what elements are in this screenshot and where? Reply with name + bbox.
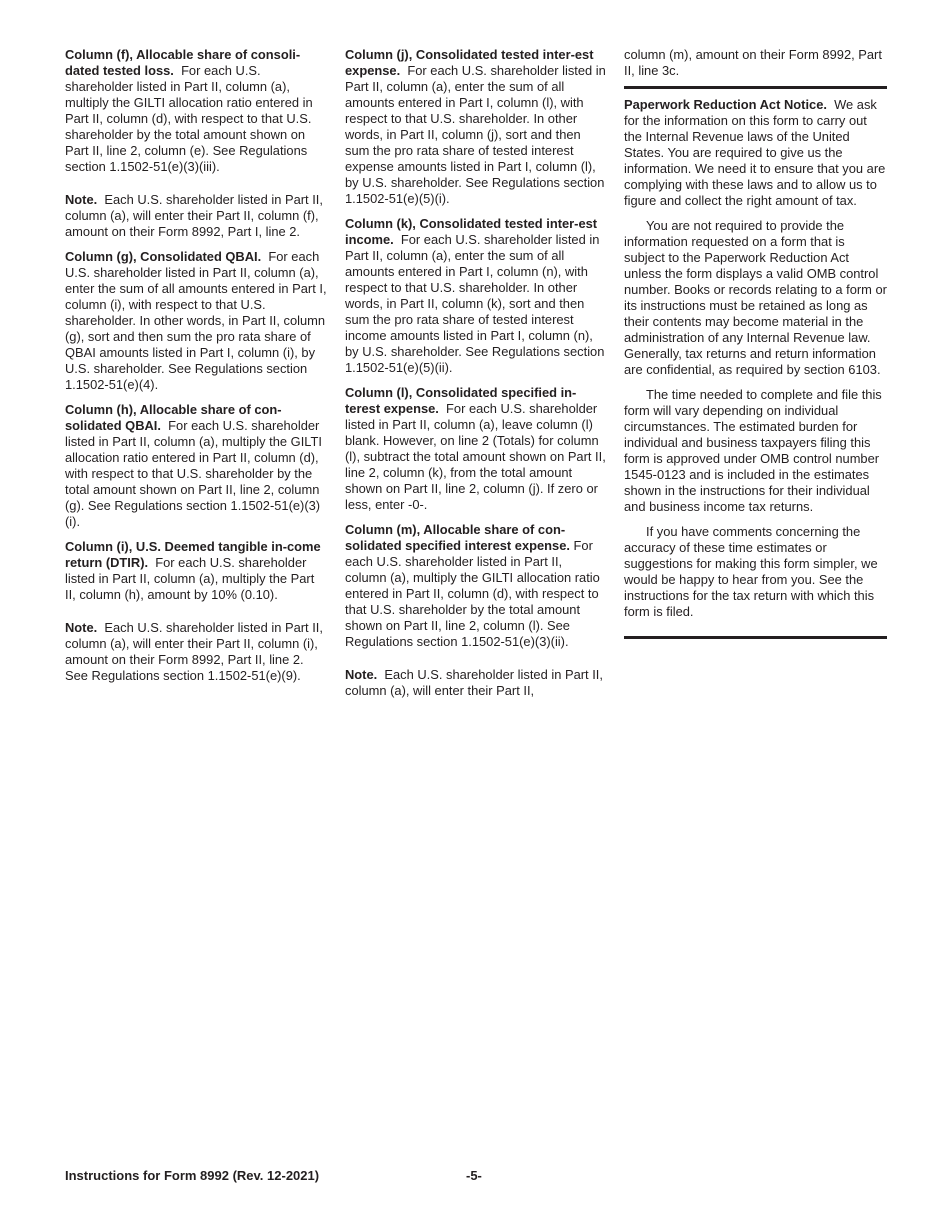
left-column	[65, 47, 328, 693]
page-number: -5-	[466, 1168, 482, 1183]
column-f-heading: Column (f), Allocable share of consoli-dated tested loss.	[65, 47, 301, 78]
column-l-paragraph	[345, 385, 607, 513]
column-i-paragraph	[65, 539, 328, 603]
column-j-paragraph	[345, 47, 607, 207]
column-j-heading: Column (j), Consolidated tested inter-est expense.	[345, 47, 594, 78]
comments-paragraph: If you have comments concerning the accuracy of these time estimates or suggestions for making this form simpler, we would be happy to hear from you. See the instructions for the tax return with which this form is filed.	[624, 524, 878, 619]
paperwork-reduction-heading: Paperwork Reduction Act Notice.	[624, 97, 827, 112]
column-h-paragraph	[65, 402, 328, 530]
column-m-body: For each U.S. shareholder listed in Part II, column (a), multiply the GILTI allocation ratio entered in Part II, column (d), with respect to that U.S. shareholder by the total amount shown on Part II, line 2, column (l). See Regulations section 1.1502-51(e)(3)(ii).	[345, 538, 600, 649]
burden-paragraph: The time needed to complete and file this form will vary depending on individual circumstances. The estimated burden for individual and business taxpayers filing this form is approved under OMB control number 1545-0123 and is included in the estimates shown in the instructions for their individual and business income tax returns.	[624, 387, 882, 514]
column-j-body: For each U.S. shareholder listed in Part II, column (a), enter the sum of all amounts entered in Part I, column (l), with respect to that U.S. shareholder. In other words, in Part II, column (j), sort and then sum the pro rata share of tested interest expense amounts listed in Part I, column (l), by U.S. shareholder. See Regulations section 1.1502-51(e)(5)(i).	[345, 63, 606, 206]
column-m-paragraph	[345, 522, 607, 650]
right-column	[624, 47, 887, 647]
column-f-paragraph	[65, 47, 328, 175]
column-k-body: For each U.S. shareholder listed in Part II, column (a), enter the sum of all amounts entered in Part I, column (n), with respect to that U.S. shareholder. In other words, in Part II, column (k), sort and then sum the pro rata share of tested interest income amounts listed in Part I, column (n), by U.S. shareholder. See Regulations section 1.1502-51(e)(5)(ii).	[345, 232, 605, 375]
column-k-paragraph	[345, 216, 607, 376]
paperwork-reduction-notice	[624, 97, 887, 209]
column-g-body: For each U.S. shareholder listed in Part II, column (a), enter the sum of all amounts entered in Part I, column (i), with respect to that U.S. shareholder. In other words, in Part II, column (g), sort and then sum the pro rata share of QBAI amounts listed in Part I, column (i), by U.S. shareholder. See Regulations section 1.1502-51(e)(4).	[65, 249, 327, 392]
column-l-body: For each U.S. shareholder listed in Part II, column (a), leave column (l) blank. However, on line 2 (Totals) for column (l), subtract the total amount shown on Part II, line 2, column (k), from the total amount shown on Part II, line 2, column (j). If zero or less, enter -0-.	[345, 401, 606, 512]
column-g-paragraph	[65, 249, 328, 393]
column-i-heading: Column (i), U.S. Deemed tangible in-come return (DTIR).	[65, 539, 321, 570]
note-label: Note.	[65, 192, 98, 207]
middle-column	[345, 47, 607, 708]
note-paragraph	[345, 667, 607, 699]
note-paragraph	[65, 192, 328, 240]
end-divider	[624, 636, 887, 639]
continued-paragraph: column (m), amount on their Form 8992, Part II, line 3c.	[624, 47, 882, 78]
column-g-heading: Column (g), Consolidated QBAI.	[65, 249, 262, 264]
column-k-heading: Column (k), Consolidated tested inter-est income.	[345, 216, 598, 247]
note-body: Each U.S. shareholder listed in Part II, column (a), will enter their Part II, column (f), amount on their Form 8992, Part I, line 2.	[65, 192, 323, 239]
column-m-heading: Column (m), Allocable share of con-solidated specified interest expense.	[345, 522, 570, 553]
note-label: Note.	[65, 620, 98, 635]
note-body: Each U.S. shareholder listed in Part II, column (a), will enter their Part II, column (i), amount on their Form 8992, Part II, line 2. See Regulations section 1.1502-51(e)(9).	[65, 620, 323, 683]
column-h-heading: Column (h), Allocable share of con-solidated QBAI.	[65, 402, 282, 433]
omb-paragraph: You are not required to provide the information requested on a form that is subject to the Paperwork Reduction Act unless the form displays a valid OMB control number. Books or records relating to a form or its instructions must be retained as long as their contents may become material in the administration of any Internal Revenue law. Generally, tax returns and return information are confidential, as required by section 6103.	[624, 218, 887, 377]
note-label: Note.	[345, 667, 378, 682]
column-f-body: For each U.S. shareholder listed in Part II, column (a), multiply the GILTI allocation ratio entered in Part II, column (d), with respect to that U.S. shareholder by the total amount shown on Part II, line 2, column (e). See Regulations section 1.1502-51(e)(3)(iii).	[65, 63, 313, 174]
paperwork-reduction-body: We ask for the information on this form to carry out the Internal Revenue laws of the United States. You are required to give us the information. We need it to ensure that you are complying with these laws and to allow us to figure and collect the right amount of tax.	[624, 97, 886, 208]
section-divider	[624, 86, 887, 89]
column-h-body: For each U.S. shareholder listed in Part II, column (a), multiply the GILTI allocation ratio entered in Part II, column (d), with respect to that U.S. shareholder by the total amount shown on Part II, line 2, column (g). See Regulations section 1.1502-51(e)(3)(i).	[65, 418, 322, 529]
note-body: Each U.S. shareholder listed in Part II, column (a), will enter their Part II,	[345, 667, 603, 698]
note-paragraph	[65, 620, 328, 684]
column-i-body: For each U.S. shareholder listed in Part II, column (a), multiply the Part II, column (h), amount by 10% (0.10).	[65, 555, 315, 602]
footer-title: Instructions for Form 8992 (Rev. 12-2021)	[65, 1168, 320, 1183]
column-l-heading: Column (l), Consolidated specified in-terest expense.	[345, 385, 577, 416]
